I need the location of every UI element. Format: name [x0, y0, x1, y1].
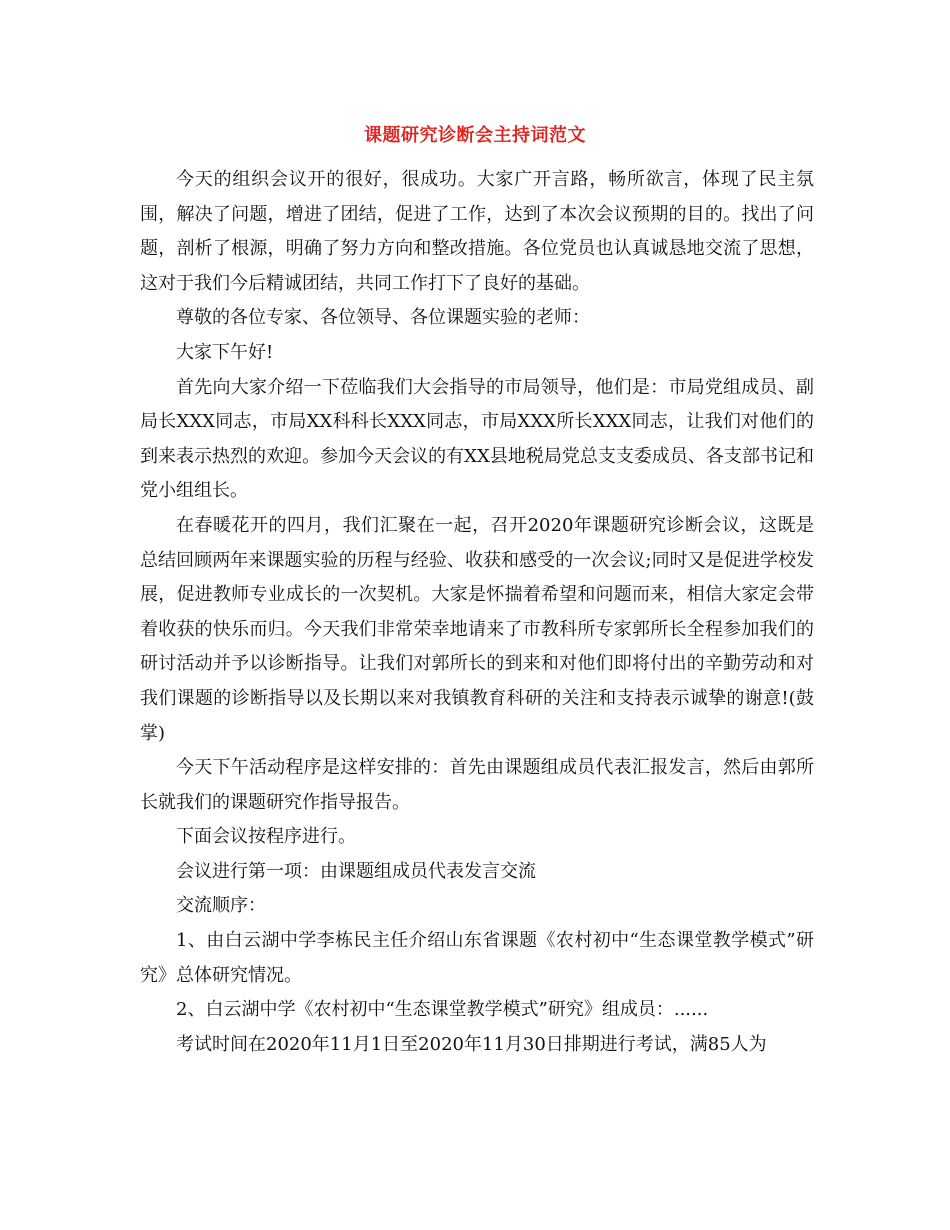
- paragraph: 今天的组织会议开的很好，很成功。大家广开言路，畅所欲言，体现了民主氛围，解决了问题，增进了团结，促进了工作，达到了本次会议预期的目的。找出了问题，剖析了根源，明确了努力方向和整改措施。各位党员也认真诚恳地交流了思想，这对于我们今后精诚团结，共同工作打下了良好的基础。: [140, 169, 814, 294]
- paragraph: 尊敬的各位专家、各位领导、各位课题实验的老师：: [176, 307, 590, 329]
- paragraph: 考试时间在2020年11月1日至2020年11月30日排期进行考试，满85人为: [176, 1033, 767, 1055]
- document-body: [140, 163, 814, 1062]
- paragraph: 在春暖花开的四月，我们汇聚在一起，召开2020年课题研究诊断会议，这既是总结回顾两年来课题实验的历程与经验、收获和感受的一次会议;同时又是促进学校发展，促进教师专业成长的一次契机。大家是怀揣着希望和问题而来，相信大家定会带着收获的快乐而归。今天我们非常荣幸地请来了市教科所专家郭所长全程参加我们的研讨活动并予以诊断指导。让我们对郭所长的到来和对他们即将付出的辛勤劳动和对我们课题的诊断指导以及长期以来对我镇教育科研的关注和支持表示诚挚的谢意!(鼓掌): [140, 514, 814, 744]
- document-title: 课题研究诊断会主持词范文: [364, 125, 586, 146]
- paragraph: 首先向大家介绍一下莅临我们大会指导的市局领导，他们是：市局党组成员、副局长XXX同志，市局XX科科长XXX同志，市局XXX所长XXX同志，让我们对他们的到来表示热烈的欢迎。参加今天会议的有XX县地税局党总支支委成员、各支部书记和党小组组长。: [140, 376, 814, 502]
- paragraph: 大家下午好!: [176, 341, 274, 363]
- paragraph: 下面会议按程序进行。: [176, 826, 356, 848]
- paragraph: 今天下午活动程序是这样安排的：首先由课题组成员代表汇报发言，然后由郭所长就我们的课题研究作指导报告。: [140, 757, 814, 813]
- paragraph: 2、白云湖中学《农村初中“生态课堂教学模式”研究》组成员：......: [176, 999, 709, 1021]
- paragraph: 会议进行第一项：由课题组成员代表发言交流: [176, 860, 536, 882]
- paragraph: 交流顺序：: [176, 895, 266, 917]
- paragraph: 1、由白云湖中学李栋民主任介绍山东省课题《农村初中“生态课堂教学模式”研究》总体研究情况。: [140, 930, 814, 986]
